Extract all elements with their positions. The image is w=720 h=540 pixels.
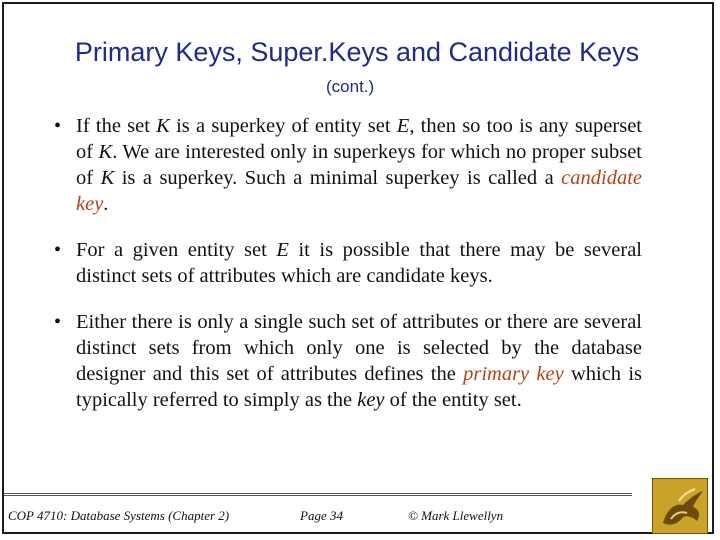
bullet-text: of the entity set. [384,389,522,411]
bullet-marker: • [54,115,62,137]
variable-k: K [98,141,113,163]
slide-title: Primary Keys, Super.Keys and Candidate Keys [74,37,640,67]
bullet-text: , then so too is any superset of [76,115,643,163]
bullet-text: . [103,193,109,215]
variable-e: E [396,115,410,137]
bullet-text: which is typically referred to simply as the [76,363,642,411]
footer-page-number: Page 34 [300,508,343,523]
footer-copyright: © Mark Llewellyn [408,508,504,523]
bullet-item-2 [48,237,642,289]
footer-course: COP 4710: Database Systems (Chapter 2) [8,508,230,523]
bullet-text: it is possible that there may be several distinct sets of attributes which are candidate keys. [76,239,642,287]
variable-k: K [156,115,170,137]
pegasus-logo-icon [653,479,708,534]
variable-k: K [100,167,115,189]
bullet-item-3 [48,309,642,413]
bullet-marker: • [54,311,62,333]
bullet-text: If the set [76,115,157,137]
variable-e: E [276,239,289,261]
bullet-list [48,113,642,433]
bullet-item-1 [48,113,642,217]
bullet-text: . We are interested only in superkeys for which no proper subset of [76,141,643,189]
bullet-marker: • [54,239,62,261]
bullet-text: is a superkey of entity set [169,115,397,137]
ucf-pegasus-logo-icon [652,478,708,534]
bullet-text: is a superkey. Such a minimal superkey is called a [114,167,562,189]
term-primary-key: primary key [463,363,564,385]
bullet-text: Either there is only a single such set of attributes or there are several distinct sets from which only one is selected by the database designer and this set of attributes defines the [76,311,642,385]
slide-subtitle: (cont.) [326,77,375,96]
bullet-text: For a given entity set [76,239,277,261]
term-key: key [357,389,385,411]
term-candidate-key: candidate key [76,167,642,215]
